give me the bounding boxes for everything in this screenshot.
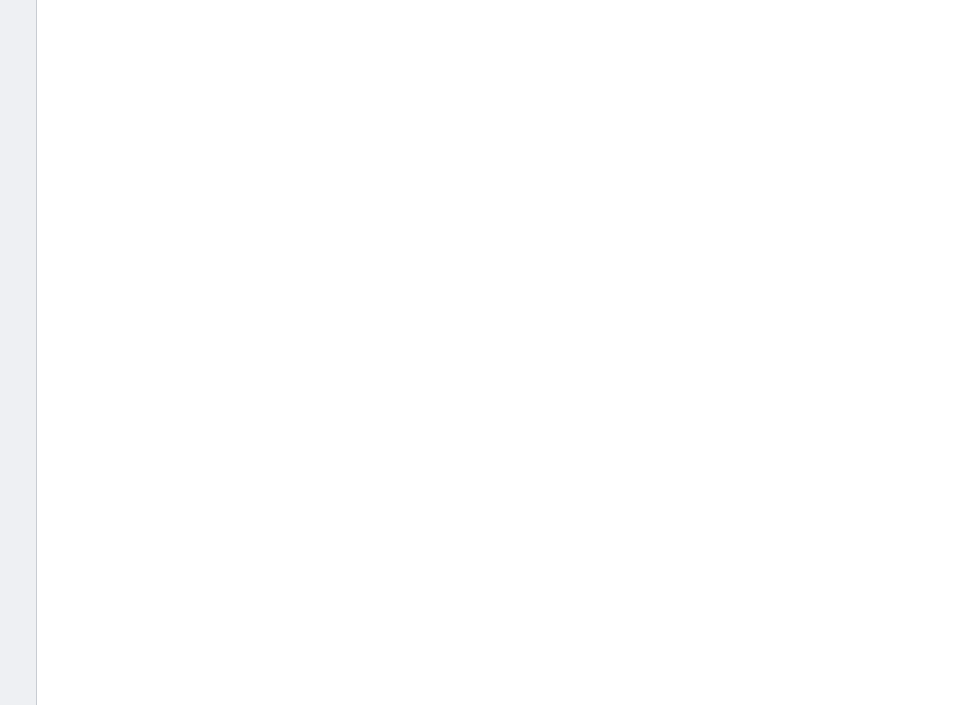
row-header-column: [0, 0, 37, 705]
